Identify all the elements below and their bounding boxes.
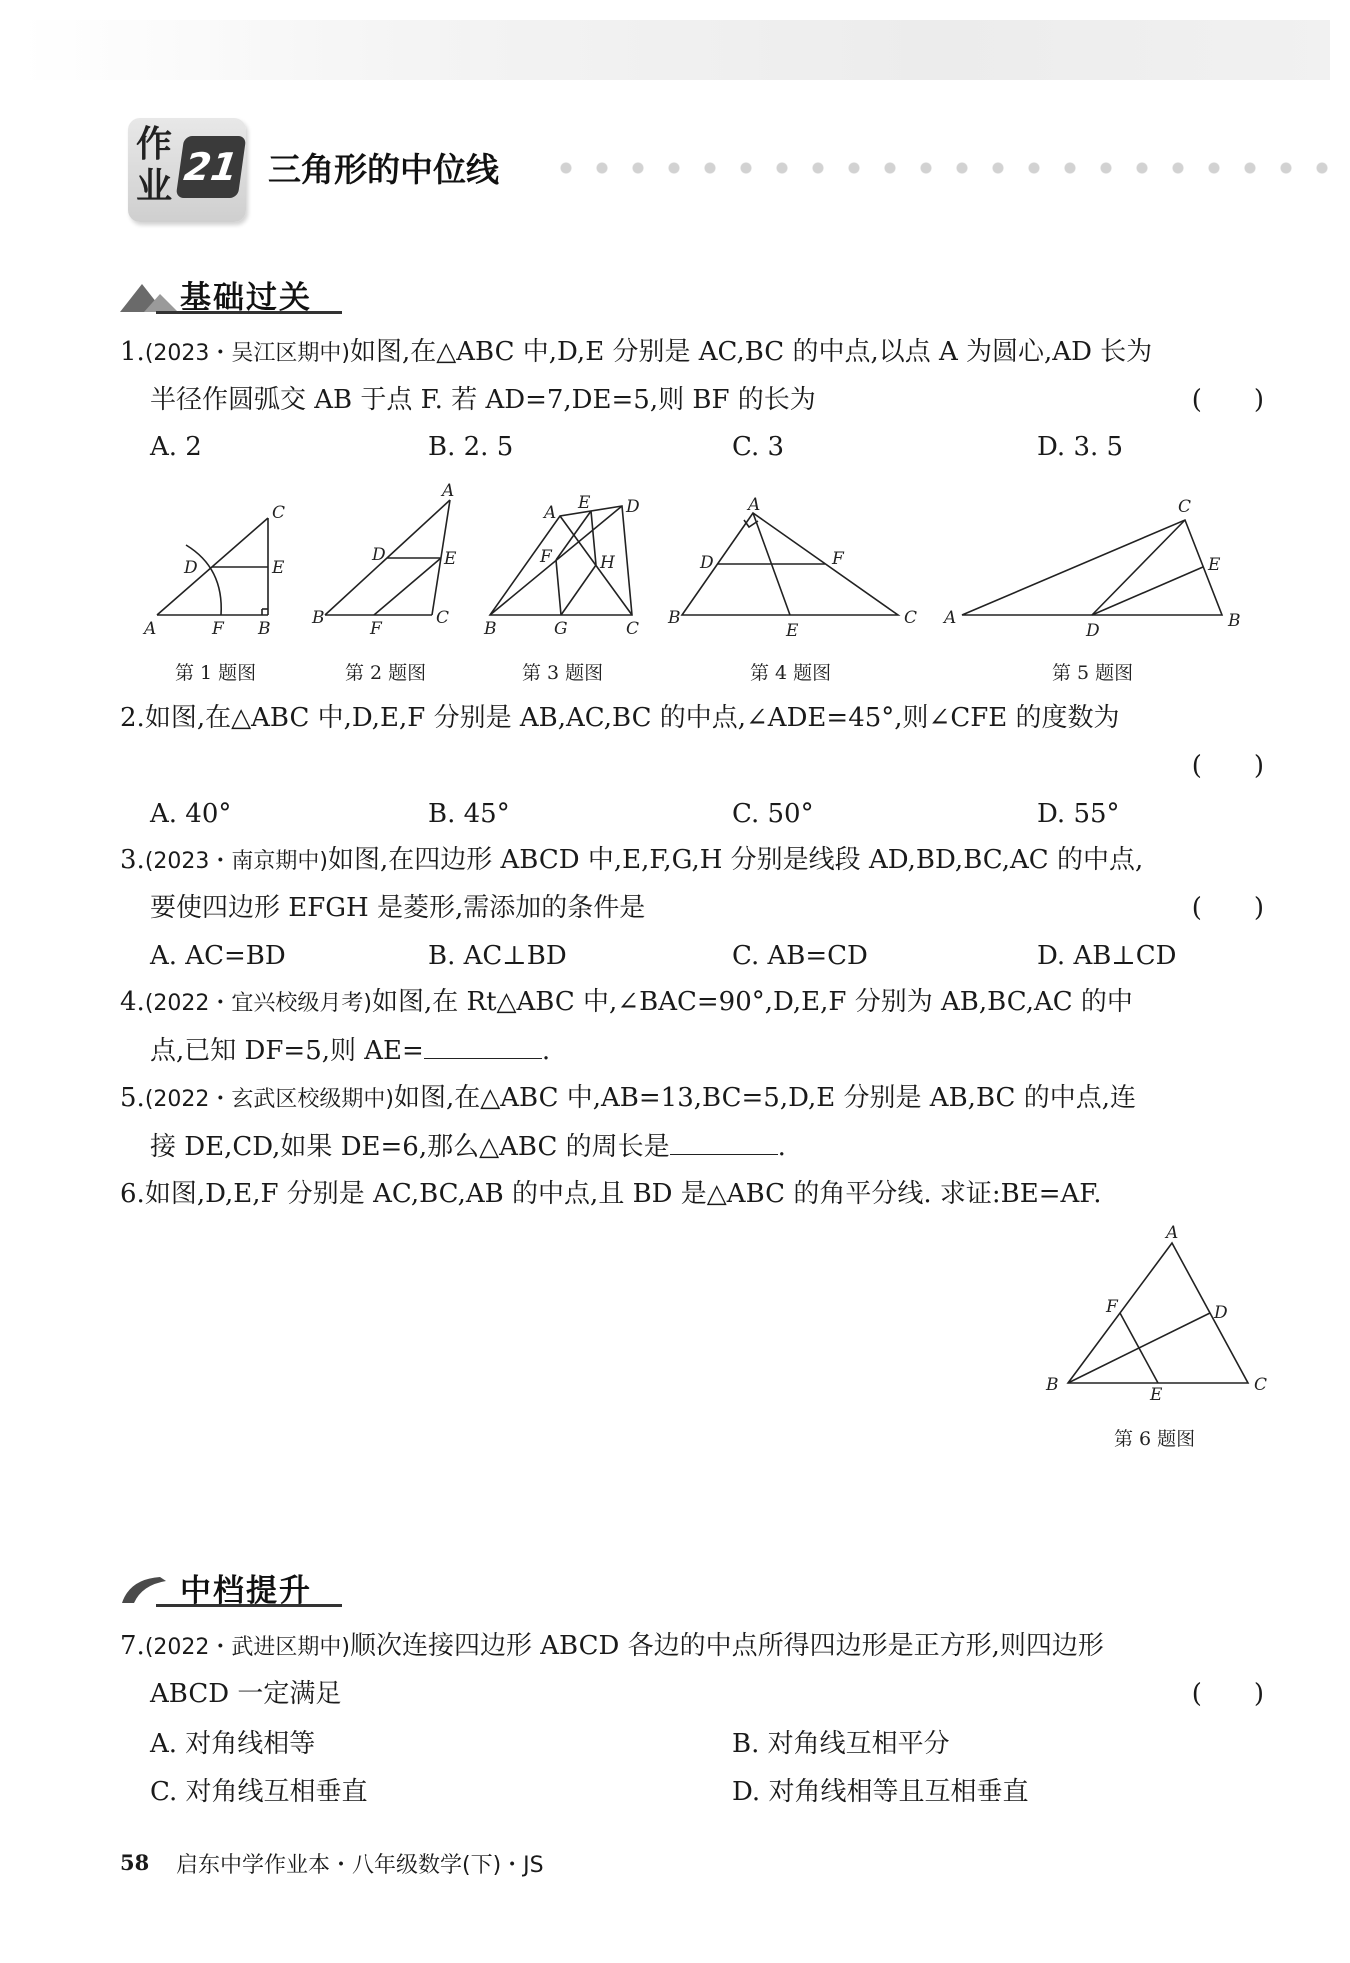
- fig3-label-f: F: [540, 547, 552, 567]
- q5-source: (2022・玄武区校级期中): [144, 1087, 394, 1112]
- fig4-label-d: D: [700, 553, 714, 573]
- figure-4: [682, 513, 898, 615]
- q4-number: 4.: [120, 987, 145, 1017]
- q2-option-a: A. 40°: [150, 799, 232, 829]
- q7-option-a: A. 对角线相等: [150, 1729, 316, 1759]
- q2-option-d: D. 55°: [1037, 799, 1120, 829]
- fig6-label-a: A: [1166, 1223, 1179, 1243]
- q7-option-c: C. 对角线互相垂直: [150, 1777, 368, 1807]
- q4-text-end: .: [541, 1036, 551, 1066]
- q2-number: 2.: [120, 703, 145, 733]
- fig6-caption: 第 6 题图: [1114, 1428, 1196, 1450]
- q4-line1: [120, 984, 1133, 1022]
- q5-line2: [150, 1128, 786, 1165]
- q3-number: 3.: [120, 845, 145, 875]
- q3-source: (2023・南京期中): [144, 849, 328, 874]
- q3-option-a: A. AC=BD: [150, 941, 286, 971]
- mountain-icon: [120, 282, 180, 312]
- fig4-label-e: E: [786, 621, 799, 641]
- section-basic-header: [120, 272, 340, 316]
- q7-number: 7.: [120, 1631, 145, 1661]
- fig1-label-d: D: [184, 558, 198, 578]
- fig3-label-b: B: [484, 619, 497, 639]
- fig4-label-c: C: [904, 608, 918, 628]
- fig5-label-c: C: [1178, 497, 1192, 517]
- fig2-label-c: C: [436, 608, 450, 628]
- q3-line1: [120, 842, 1143, 880]
- q4-text-2: 点,已知 DF=5,则 AE=: [150, 1036, 424, 1066]
- brush-stroke-icon: [120, 1575, 180, 1605]
- decorative-dots: [548, 158, 1328, 178]
- q5-text-1: 如图,在△ABC 中,AB=13,BC=5,D,E 分别是 AB,BC 的中点,连: [393, 1083, 1136, 1113]
- q2-option-c: C. 50°: [732, 799, 814, 829]
- fig5-label-b: B: [1228, 611, 1241, 631]
- q1-option-c: C. 3: [732, 432, 785, 462]
- fig5-label-d: D: [1086, 621, 1100, 641]
- q7-source: (2022・武进区期中): [144, 1635, 350, 1660]
- q6-text-1: 如图,D,E,F 分别是 AC,BC,AB 的中点,且 BD 是△ABC 的角平分线. 求证:BE=AF.: [144, 1179, 1102, 1209]
- q2-answer-paren: ( ): [1191, 751, 1264, 781]
- q5-answer-blank[interactable]: [670, 1128, 778, 1155]
- section-basic-title: 基础过关: [180, 280, 312, 316]
- q1-option-a: A. 2: [150, 432, 202, 462]
- fig3-label-g: G: [554, 619, 568, 639]
- q7-answer-paren: ( ): [1191, 1679, 1264, 1709]
- q1-number: 1.: [120, 337, 145, 367]
- fig1-label-a: A: [144, 619, 157, 639]
- page-number: 58: [120, 1850, 150, 1875]
- fig1-label-f: F: [212, 619, 224, 639]
- q5-line1: [120, 1080, 1136, 1118]
- fig1-label-e: E: [272, 558, 285, 578]
- q2-option-b: B. 45°: [428, 799, 510, 829]
- fig2-label-d: D: [372, 545, 386, 565]
- fig4-label-a: A: [748, 495, 761, 515]
- figure-row: [0, 470, 1350, 650]
- q6-number: 6.: [120, 1179, 145, 1209]
- fig6-label-d: D: [1214, 1303, 1228, 1323]
- fig3-label-d: D: [626, 497, 640, 517]
- q1-line1: [120, 334, 1152, 372]
- q4-source: (2022・宜兴校级月考): [144, 991, 372, 1016]
- q3-text-1: 如图,在四边形 ABCD 中,E,F,G,H 分别是线段 AD,BD,BC,AC 的中点,: [327, 845, 1144, 875]
- fig3-caption: 第 3 题图: [522, 662, 604, 684]
- fig1-caption: 第 1 题图: [175, 662, 257, 684]
- section-middle-title: 中档提升: [180, 1573, 312, 1609]
- fig5-label-e: E: [1208, 555, 1221, 575]
- q7-line1: [120, 1628, 1104, 1666]
- q1-option-d: D. 3. 5: [1037, 432, 1124, 462]
- homework-badge-number: 21: [176, 136, 247, 198]
- book-title: 启东中学作业本・八年级数学(下)・JS: [176, 1853, 544, 1878]
- q4-answer-blank[interactable]: [424, 1032, 542, 1059]
- fig3-label-a: A: [544, 503, 557, 523]
- figure-2: [325, 500, 450, 615]
- homework-badge: [128, 118, 246, 222]
- q4-text-1: 如图,在 Rt△ABC 中,∠BAC=90°,D,E,F 分别为 AB,BC,AC 的中: [371, 987, 1133, 1017]
- q3-option-d: D. AB⊥CD: [1037, 941, 1177, 971]
- q1-answer-paren: ( ): [1191, 385, 1264, 415]
- homework-badge-word: 作业: [136, 124, 173, 207]
- q7-option-b: B. 对角线互相平分: [732, 1729, 950, 1759]
- page-top-band: [20, 20, 1330, 80]
- q4-line2: [150, 1032, 550, 1069]
- q7-line2: ABCD 一定满足: [150, 1679, 342, 1709]
- fig2-caption: 第 2 题图: [345, 662, 427, 684]
- q1-option-b: B. 2. 5: [428, 432, 514, 462]
- fig2-label-e: E: [444, 549, 457, 569]
- q7-text-1: 顺次连接四边形 ABCD 各边的中点所得四边形是正方形,则四边形: [349, 1631, 1104, 1661]
- fig6-label-f: F: [1106, 1297, 1118, 1317]
- q3-option-b: B. AC⊥BD: [428, 941, 567, 971]
- q2-text-1: 如图,在△ABC 中,D,E,F 分别是 AB,AC,BC 的中点,∠ADE=45°,则∠CFE 的度数为: [144, 703, 1120, 733]
- fig6-label-b: B: [1046, 1375, 1059, 1395]
- fig1-label-c: C: [272, 503, 286, 523]
- page-title: 三角形的中位线: [268, 150, 499, 189]
- q5-text-end: .: [777, 1132, 786, 1162]
- fig4-caption: 第 4 题图: [750, 662, 832, 684]
- fig5-label-a: A: [944, 608, 957, 628]
- fig2-label-f: F: [370, 619, 382, 639]
- figure-5: [962, 520, 1222, 615]
- section-middle-header: [120, 1565, 340, 1609]
- fig6-label-c: C: [1254, 1375, 1268, 1395]
- q2-line1: [120, 700, 1120, 736]
- q6-line1: [120, 1176, 1102, 1212]
- fig4-label-b: B: [668, 608, 681, 628]
- fig5-caption: 第 5 题图: [1052, 662, 1134, 684]
- fig6-label-e: E: [1150, 1385, 1163, 1400]
- fig3-label-e: E: [578, 493, 591, 513]
- fig3-label-h: H: [600, 553, 615, 573]
- q7-option-d: D. 对角线相等且互相垂直: [732, 1777, 1029, 1807]
- figure-6: [1030, 1220, 1290, 1400]
- fig1-label-b: B: [258, 619, 271, 639]
- q1-line2: 半径作圆弧交 AB 于点 F. 若 AD=7,DE=5,则 BF 的长为: [150, 385, 816, 415]
- fig4-label-f: F: [832, 549, 844, 569]
- q3-answer-paren: ( ): [1191, 893, 1264, 923]
- figure-1: [157, 518, 268, 615]
- fig2-label-b: B: [312, 608, 325, 628]
- q5-number: 5.: [120, 1083, 145, 1113]
- q1-source: (2023・吴江区期中): [144, 341, 350, 366]
- q3-option-c: C. AB=CD: [732, 941, 868, 971]
- fig2-label-a: A: [442, 481, 455, 501]
- fig3-label-c: C: [626, 619, 640, 639]
- q1-text-1: 如图,在△ABC 中,D,E 分别是 AC,BC 的中点,以点 A 为圆心,AD 长为: [349, 337, 1153, 367]
- q5-text-2: 接 DE,CD,如果 DE=6,那么△ABC 的周长是: [150, 1132, 670, 1162]
- q3-line2: 要使四边形 EFGH 是菱形,需添加的条件是: [150, 893, 646, 923]
